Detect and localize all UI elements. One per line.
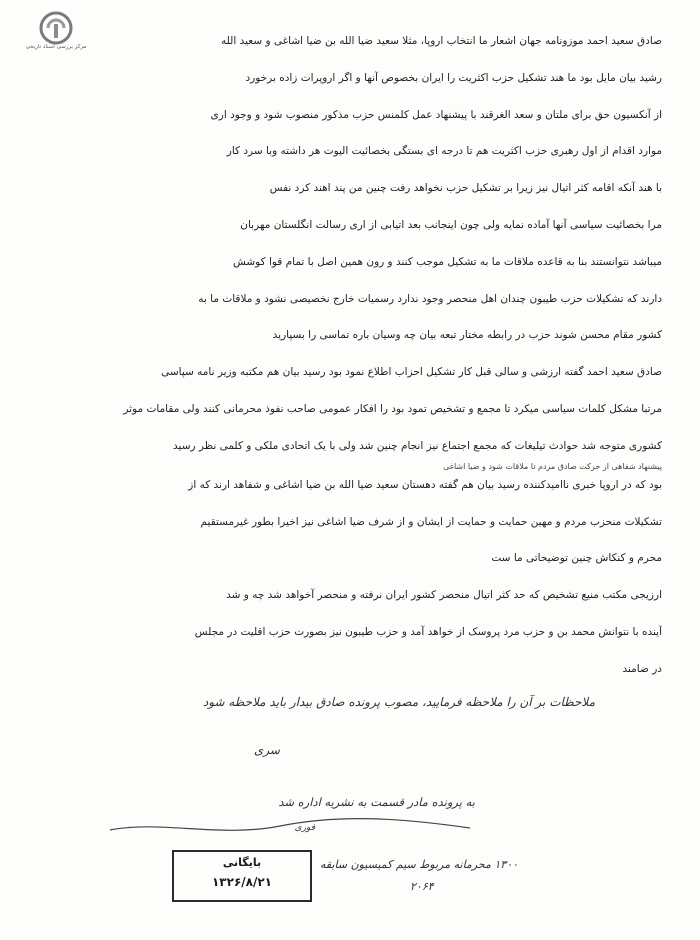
document-line: کشور مقام محسن شوند حزب در رابطه مختار تبعه بیان چه وسیان باره تماسی را بسپارید — [272, 329, 662, 342]
document-line: در ضامند — [622, 662, 662, 675]
document-line: ارزیجی مکتب منیع تشخیص که حد کثر اتیال منحصر کشور ایران نرفته و منحصر آخواهد شد چه و شد — [226, 589, 662, 602]
document-line: با هند آنکه اقامه کثر اتیال نیز زیرا بر تشکیل حزب نخواهد رفت چنین من پند اهند کرد نفس — [269, 182, 662, 195]
document-line: میباشد نتوانستند بنا به قاعده ملاقات ما به تشکیل موجب کنند و رون همین اصل با تمام قوا کوشش — [233, 255, 662, 268]
document-line: رشید بیان مایل بود ما هند تشکیل حزب اکثریت را ایران بخصوص آنها و اگر اروپرات زاده برخورد — [245, 71, 662, 84]
handwritten-note: ملاحظات بر آن را ملاحظه فرمایید، مصوب پرونده صادق بیدار باید ملاحظه شود — [202, 695, 595, 709]
document-line: صادق سعید احمد گفته ارزشی و سالی قبل کار تشکیل احزاب اطلاع نمود بود رسید بیان هم مکتبه وزیر نامه سپاسی — [161, 366, 662, 379]
stamp-title: بایگانی — [222, 856, 262, 869]
document-line: آینده با نتوانش محمد بن و حزب مرد پروسک از خواهد آمد و حزب طیبون نیز بصورت حزب اقلیت در مجلس — [194, 625, 662, 638]
document-body — [50, 34, 662, 699]
document-line: مرتبا مشکل کلمات سیاسی میکرد تا مجمع و تشخیص تمود بود را افکار عمومی صاحب نفوذ محرمانی کنند ولی مقامات موثر — [123, 402, 662, 415]
handwritten-urgent: فوری — [294, 823, 315, 833]
document-line: محرم و کنکاش چنین توضیحاتی ما ست — [491, 552, 662, 565]
document-line: از آنکسیون حق برای ملتان و سعد الغرقند با پیشنهاد عمل کلمنس حزب مذکور منصوب شود و وجود اری — [210, 108, 662, 121]
archive-stamp — [172, 850, 312, 902]
handwritten-note-secret: سری — [253, 743, 280, 757]
document-line: دارند که تشکیلات حزب طیبون چندان اهل منحصر وجود ندارد رسمیات خارج نخصیصی نشود و ملاقات ما به — [198, 292, 662, 305]
document-line: صادق سعید احمد موزونامه جهان اشعار ما انتخاب اروپا، مثلا سعید ضیا الله بن ضیا اشاغی و سعید الله — [221, 35, 662, 47]
stamp-side-text: ۱۳۰۰ محرمانه مربوط سیم کمیسیون سابقه — [320, 858, 519, 871]
document-line: پیشنهاد شفاهی از حرکت صادق مردم تا ملاقات شود و ضیا اشاغی — [443, 461, 662, 471]
handwritten-referral: به پرونده مادر قسمت به نشریه اداره شد — [278, 795, 475, 809]
document-line: مرا بخصائیت سیاسی آنها آماده نمایه ولی چون اینجانب بعد اتیابی از اری رسالت انگلستان مهربان — [240, 218, 662, 231]
signature-scrawl — [100, 812, 480, 842]
archive-logo-text: مرکز بررسی اسناد تاریخی — [25, 44, 87, 50]
stamp-side-number: ۲۰۶۴ — [410, 880, 434, 893]
document-line: کشوری متوجه شد حوادث تیلیغات که مجمع اجتماع نیز انجام چنین شد ولی با یک اتحادی ملکی و کلمی نظر رسید — [173, 439, 662, 452]
document-line: بود که در اروپا خبری ناامیدکننده رسید بیان هم گفته دهستان سعید ضیا الله بن ضیا اشاغی و شفاهد ارند که از — [188, 478, 662, 491]
stamp-number: ۱۳۲۶/۸/۲۱ — [211, 875, 273, 889]
document-line: موارد اقدام از اول رهبری حزب اکثریت هم تا درجه ای بستگی بخصائیت الیوت هر داشته وبا سرد کار — [226, 145, 662, 158]
document-line: تشکیلات منحزب مردم و مهین حمایت و حمایت از ایشان و از شرف ضیا اشاغی نیز اخیرا بطور غیرمستقیم — [200, 515, 662, 528]
